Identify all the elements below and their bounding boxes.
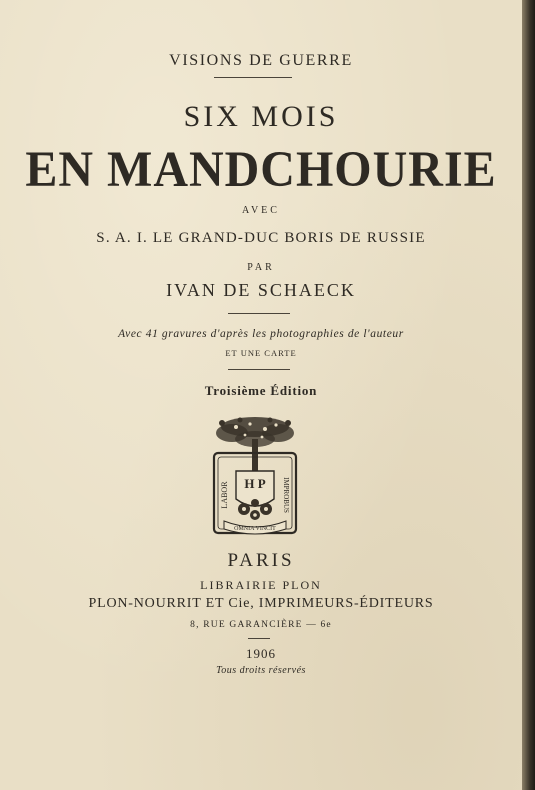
left-motto: LABOR (220, 481, 229, 509)
map-note: ET UNE CARTE (225, 348, 297, 358)
bottom-motto: OMNIA VINCIT (234, 526, 276, 532)
divider-rule (228, 369, 290, 370)
publisher-device-emblem (210, 415, 300, 537)
divider-rule (228, 313, 290, 314)
author-name: IVAN DE SCHAECK (166, 280, 356, 300)
with-label: AVEC (242, 205, 280, 216)
edition-label: Troisième Édition (204, 383, 318, 398)
publication-city: PARIS (227, 550, 295, 571)
series-title: VISIONS DE GUERRE (169, 52, 353, 69)
divider-rule (248, 638, 270, 639)
monogram: H P (244, 476, 266, 491)
publisher-address: 8, RUE GARANCIÈRE — 6e (190, 620, 332, 630)
companion-name: S. A. I. LE GRAND-DUC BORIS DE RUSSIE (96, 230, 426, 246)
right-motto: IMPROBUS (282, 477, 290, 513)
title-line-2: EN MANDCHOURIE (25, 141, 497, 198)
divider-rule (214, 77, 292, 78)
publisher-name: LIBRAIRIE PLON (200, 578, 322, 592)
rights-notice: Tous droits réservés (216, 665, 306, 676)
title-line-1: SIX MOIS (183, 100, 339, 133)
publication-year: 1906 (246, 646, 276, 661)
printer-publisher: PLON-NOURRIT ET Cie, IMPRIMEURS-ÉDITEURS (88, 596, 434, 611)
emblem-graphic (210, 415, 300, 537)
by-label: PAR (247, 262, 275, 273)
book-gutter-edge (522, 0, 535, 790)
illustrations-note: Avec 41 gravures d'après les photographies de l'auteur (118, 328, 404, 340)
